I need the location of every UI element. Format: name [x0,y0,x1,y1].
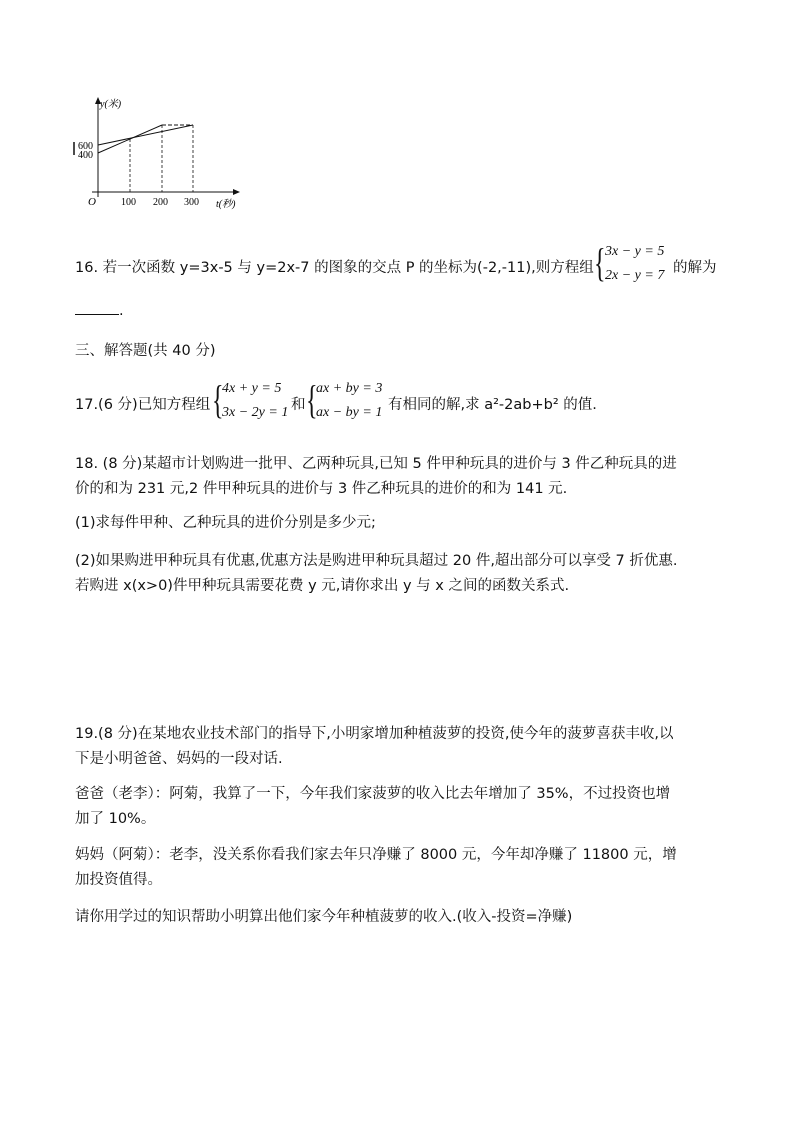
q19-mom-line2: 加投资值得。 [75,872,162,888]
x-tick-100: 100 [121,197,136,208]
q17-sys1-eq2: 3x − 2y = 1 [222,405,289,420]
x-tick-200: 200 [153,197,168,208]
x-axis-arrow-icon [233,189,240,195]
q16-answer-blank[interactable]: . [75,300,124,319]
q19-line2: 下是小明爸爸、妈妈的一段对话. [75,751,283,767]
q19-ask: 请你用学过的知识帮助小明算出他们家今年种植菠萝的收入.(收入-投资=净赚) [75,909,573,925]
q17-brace-1: { [212,377,224,422]
x-tick-300: 300 [184,197,199,208]
graph-line-b [98,125,193,145]
q17-prefix: 17.(6 分)已知方程组 [75,397,211,413]
q17-sys1-eq1: 4x + y = 5 [222,381,282,396]
q19-dad-line2: 加了 10%。 [75,811,156,827]
q18-line1: 18. (8 分)某超市计划购进一批甲、乙两种玩具,已知 5 件甲种玩具的进价与 3 件乙种玩具的进 [75,456,677,472]
q17-sys2-eq1: ax + by = 3 [316,381,383,396]
q16-eq2: 2x − y = 7 [605,268,665,283]
origin-label: O [88,196,96,208]
q16-text: 16. 若一次函数 y=3x-5 与 y=2x-7 的图象的交点 P 的坐标为(-2,-11),则方程组 [75,260,594,276]
q18-part2-line2: 若购进 x(x>0)件甲种玩具需要花费 y 元,请你求出 y 与 x 之间的函数关系式. [75,578,570,594]
q19-dad-line1: 爸爸（老李）：阿菊，我算了一下，今年我们家菠萝的收入比去年增加了 35%，不过投资也增 [75,786,671,802]
q18-part2-line1: (2)如果购进甲种玩具有优惠,优惠方法是购进甲种玩具超过 20 件,超出部分可以享受 7 折优惠. [75,553,678,569]
q18-line2: 价的和为 231 元,2 件甲种玩具的进价与 3 件乙种玩具的进价的和为 141 元. [75,481,568,497]
y-tick-400: 400 [78,150,93,161]
q18-part1: (1)求每件甲种、乙种玩具的进价分别是多少元; [75,515,376,531]
section-heading: 三、解答题(共 40 分) [75,343,216,359]
q16-tail: 的解为 [673,260,717,276]
q17-mid: 和 [291,397,306,413]
q17-suffix: 有相同的解,求 a²-2ab+b² 的值. [388,397,597,413]
q16-brace: { [594,240,606,285]
x-axis-label: t(秒) [216,199,236,210]
q17-brace-2: { [306,377,318,422]
distance-time-graph [70,95,250,220]
q17-sys2-eq2: ax − by = 1 [316,405,383,420]
y-tick-600: 600 [78,141,93,152]
y-axis-label: y(米) [100,99,122,110]
q16-eq1: 3x − y = 5 [605,244,665,259]
q19-mom-line1: 妈妈（阿菊）：老李，没关系你看我们家去年只净赚了 8000 元，今年却净赚了 11800 元，增 [75,847,677,863]
q19-line1: 19.(8 分)在某地农业技术部门的指导下,小明家增加种植菠萝的投资,使今年的菠萝喜获丰收,以 [75,726,674,742]
